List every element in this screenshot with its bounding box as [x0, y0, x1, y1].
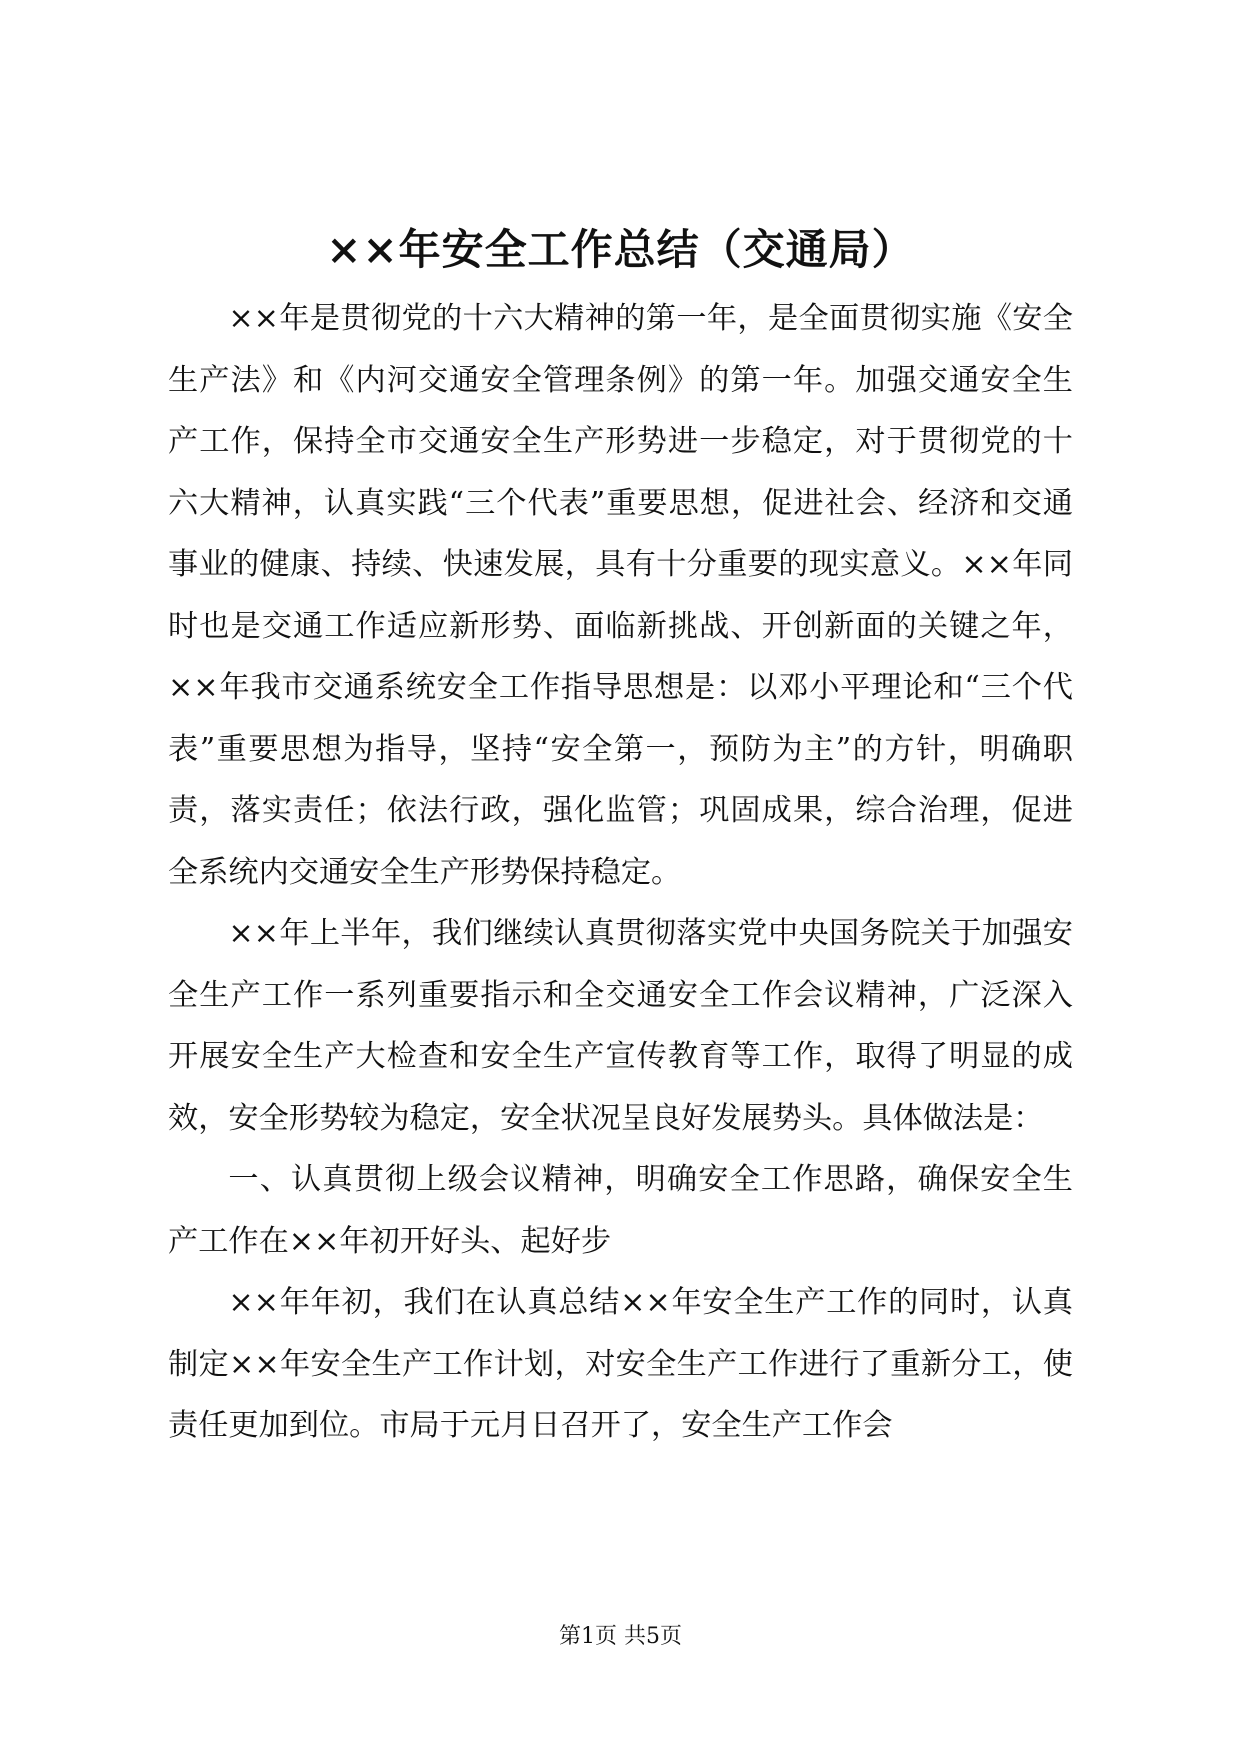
paragraph: ××年年初，我们在认真总结××年安全生产工作的同时，认真制定××年安全生产工作计划，对安全生产工作进行了重新分工，使责任更加到位。市局于元月日召开了，安全生产工作会: [168, 1285, 1073, 1443]
document-title: ××年安全工作总结（交通局）: [326, 225, 915, 274]
document-body: [168, 288, 1073, 1457]
paragraph: ××年是贯彻党的十六大精神的第一年，是全面贯彻实施《安全生产法》和《内河交通安全管理条例》的第一年。加强交通安全生产工作，保持全市交通安全生产形势进一步稳定，对于贯彻党的十六大精神，认真实践“三个代表”重要思想，促进社会、经济和交通事业的健康、持续、快速发展，具有十分重要的现实意义。××年同时也是交通工作适应新形势、面临新挑战、开创新面的关键之年，××年我市交通系统安全工作指导思想是：以邓小平理论和“三个代表”重要思想为指导，坚持“安全第一，预防为主”的方针，明确职责，落实责任；依法行政，强化监管；巩固成果，综合治理，促进全系统内交通安全生产形势保持稳定。: [168, 301, 1073, 890]
page-number: 第1页 共5页: [559, 1624, 682, 1649]
paragraph: ××年上半年，我们继续认真贯彻落实党中央国务院关于加强安全生产工作一系列重要指示和全交通安全工作会议精神，广泛深入开展安全生产大检查和安全生产宣传教育等工作，取得了明显的成效，安全形势较为稳定，安全状况呈良好发展势头。具体做法是：: [168, 916, 1073, 1136]
section-heading: 一、认真贯彻上级会议精神，明确安全工作思路，确保安全生产工作在××年初开好头、起好步: [168, 1162, 1073, 1259]
